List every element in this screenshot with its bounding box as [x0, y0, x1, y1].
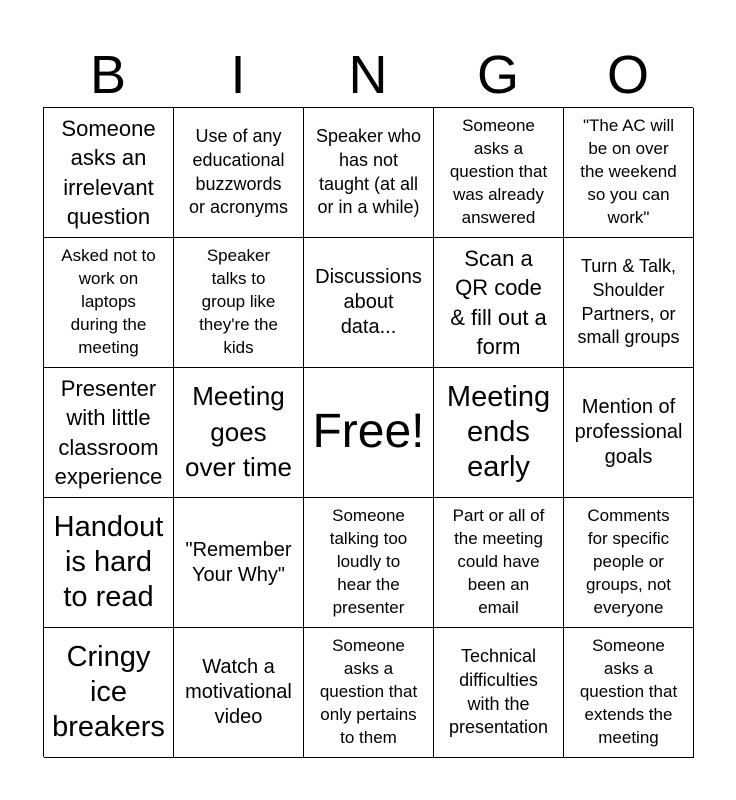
bingo-cell-r5c4[interactable]: Technical difficulties with the presentation [434, 628, 564, 758]
bingo-cell-r2c5[interactable]: Turn & Talk, Shoulder Partners, or small groups [564, 238, 694, 368]
title-letter-n: N [348, 45, 388, 105]
bingo-cell-r3c2[interactable]: Meeting goes over time [174, 368, 304, 498]
bingo-cell-r4c1[interactable]: Handout is hard to read [44, 498, 174, 628]
bingo-cell-r3c5[interactable]: Mention of professional goals [564, 368, 694, 498]
bingo-cell-free-space[interactable]: Free! [304, 368, 434, 498]
title-letter-b: B [89, 45, 127, 105]
bingo-cell-r2c2[interactable]: Speaker talks to group like they're the kids [174, 238, 304, 368]
bingo-cell-r3c1[interactable]: Presenter with little classroom experience [44, 368, 174, 498]
bingo-cell-r4c4[interactable]: Part or all of the meeting could have been an email [434, 498, 564, 628]
bingo-cell-r5c5[interactable]: Someone asks a question that extends the meeting [564, 628, 694, 758]
bingo-board [43, 107, 693, 757]
bingo-cell-r2c3[interactable]: Discussions about data... [304, 238, 434, 368]
bingo-cell-r3c4[interactable]: Meeting ends early [434, 368, 564, 498]
bingo-cell-r2c4[interactable]: Scan a QR code & fill out a form [434, 238, 564, 368]
bingo-cell-r2c1[interactable]: Asked not to work on laptops during the meeting [44, 238, 174, 368]
bingo-cell-r1c3[interactable]: Speaker who has not taught (at all or in a while) [304, 108, 434, 238]
bingo-cell-r4c3[interactable]: Someone talking too loudly to hear the presenter [304, 498, 434, 628]
bingo-cell-r1c1[interactable]: Someone asks an irrelevant question [44, 108, 174, 238]
title-letter-g: G [476, 45, 519, 105]
bingo-cell-r1c2[interactable]: Use of any educational buzzwords or acronyms [174, 108, 304, 238]
bingo-cell-r4c2[interactable]: "Remember Your Why" [174, 498, 304, 628]
title-letter-i: I [230, 45, 246, 105]
bingo-cell-r4c5[interactable]: Comments for specific people or groups, not everyone [564, 498, 694, 628]
bingo-cell-r5c1[interactable]: Cringy ice breakers [44, 628, 174, 758]
bingo-cell-r5c2[interactable]: Watch a motivational video [174, 628, 304, 758]
bingo-cell-r5c3[interactable]: Someone asks a question that only pertains to them [304, 628, 434, 758]
bingo-cell-r1c5[interactable]: "The AC will be on over the weekend so you can work" [564, 108, 694, 238]
title-letter-o: O [606, 45, 649, 105]
bingo-cell-r1c4[interactable]: Someone asks a question that was already answered [434, 108, 564, 238]
bingo-title [43, 42, 693, 108]
